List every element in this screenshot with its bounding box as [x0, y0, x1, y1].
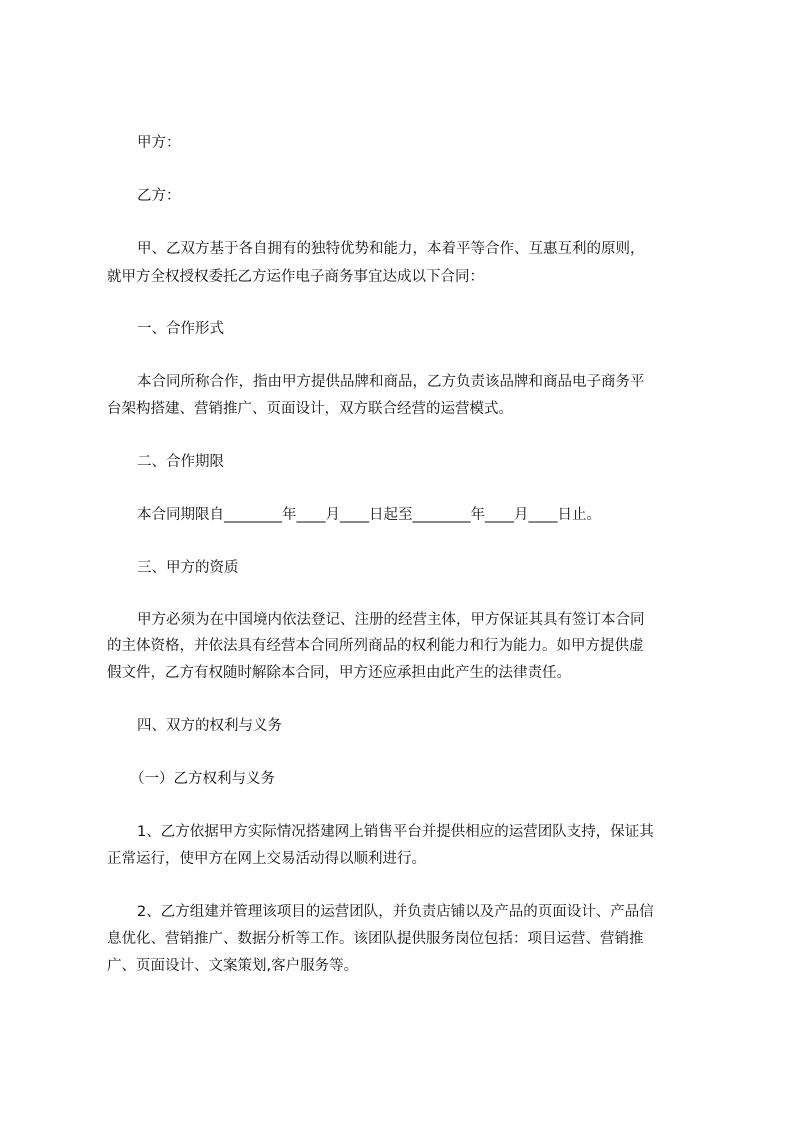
intro-line-1: 甲、乙双方基于各自拥有的独特优势和能力，本着平等合作、互惠互利的原则， — [137, 241, 645, 257]
section-3-heading: 三、甲方的资质 — [137, 560, 239, 576]
section-2-body: 本合同期限自________年____月____日起至________年____月____日止。 — [137, 507, 601, 523]
section-2-heading: 二、合作期限 — [137, 454, 224, 470]
item-2-line-2: 息优化、营销推广、数据分析等工作。该团队提供服务岗位包括：项目运营、营销推 — [107, 931, 644, 947]
item-1-line-1: 1、乙方依据甲方实际情况搭建网上销售平台并提供相应的运营团队支持，保证其 — [137, 824, 654, 840]
section-4-heading: 四、双方的权利与义务 — [137, 718, 282, 734]
section-3-body-line-3: 假文件，乙方有权随时解除本合同，甲方还应承担由此产生的法律责任。 — [107, 665, 571, 681]
section-4-sub-1-heading: （一）乙方权利与义务 — [130, 771, 275, 787]
section-1-body-line-1: 本合同所称合作，指由甲方提供品牌和商品，乙方负责该品牌和商品电子商务平 — [137, 374, 645, 390]
intro-line-2: 就甲方全权授权委托乙方运作电子商务事宜达成以下合同： — [107, 269, 484, 285]
section-3-body-line-2: 的主体资格，并依法具有经营本合同所列商品的权利能力和行为能力。如甲方提供虚 — [107, 638, 644, 654]
section-3-body-line-1: 甲方必须为在中国境内依法登记、注册的经营主体，甲方保证其具有签订本合同 — [137, 612, 645, 628]
section-1-body-line-2: 台架构搭建、营销推广、页面设计，双方联合经营的运营模式。 — [107, 401, 513, 417]
item-2-line-3: 广、页面设计、文案策划,客户服务等。 — [107, 958, 359, 974]
item-1-line-2: 正常运行，使甲方在网上交易活动得以顺利进行。 — [107, 851, 426, 867]
party-b-label: 乙方： — [137, 188, 181, 204]
party-a-label: 甲方： — [137, 135, 181, 151]
section-1-heading: 一、合作形式 — [137, 321, 224, 337]
item-2-line-1: 2、乙方组建并管理该项目的运营团队，并负责店铺以及产品的页面设计、产品信 — [137, 904, 654, 920]
